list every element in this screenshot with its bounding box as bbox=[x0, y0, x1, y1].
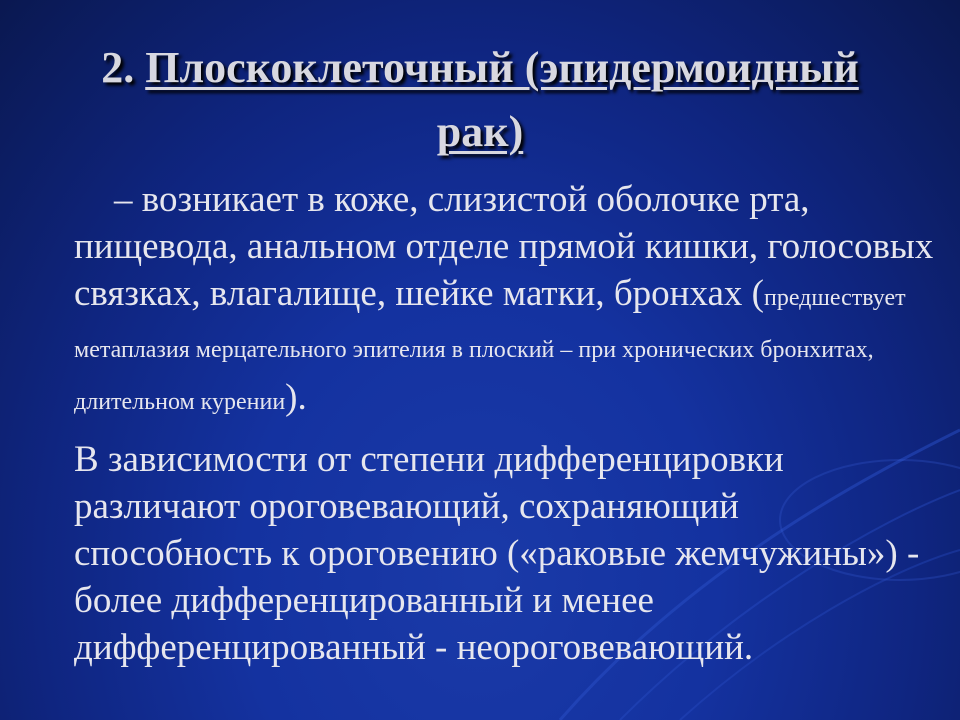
paragraph1-end: ). bbox=[285, 377, 307, 418]
title-main: Плоскоклеточный (эпидермоидный bbox=[145, 43, 859, 92]
title-number: 2. bbox=[101, 43, 135, 92]
paragraph-localization bbox=[74, 176, 934, 426]
slide-body bbox=[74, 176, 934, 671]
title-tail: рак) bbox=[436, 107, 524, 156]
paragraph-differentiation: В зависимости от степени дифференцировки различают ороговевающий, сохраняющий способность к ороговению («раковые жемчужины») - более дифференцированный и менее дифференцированный - неороговевающий. bbox=[74, 439, 920, 668]
slide-title bbox=[20, 36, 940, 164]
paragraph1-main: – возникает в коже, слизистой оболочке рта, пищевода, анальном отделе прямой кишки, голосовых связках, влагалище, шейке матки, бронхах ( bbox=[74, 179, 934, 314]
paragraph1-note: предшествует метаплазия мерцательного эпителия в плоский – при хронических бронхитах, длительном курении bbox=[74, 285, 906, 415]
